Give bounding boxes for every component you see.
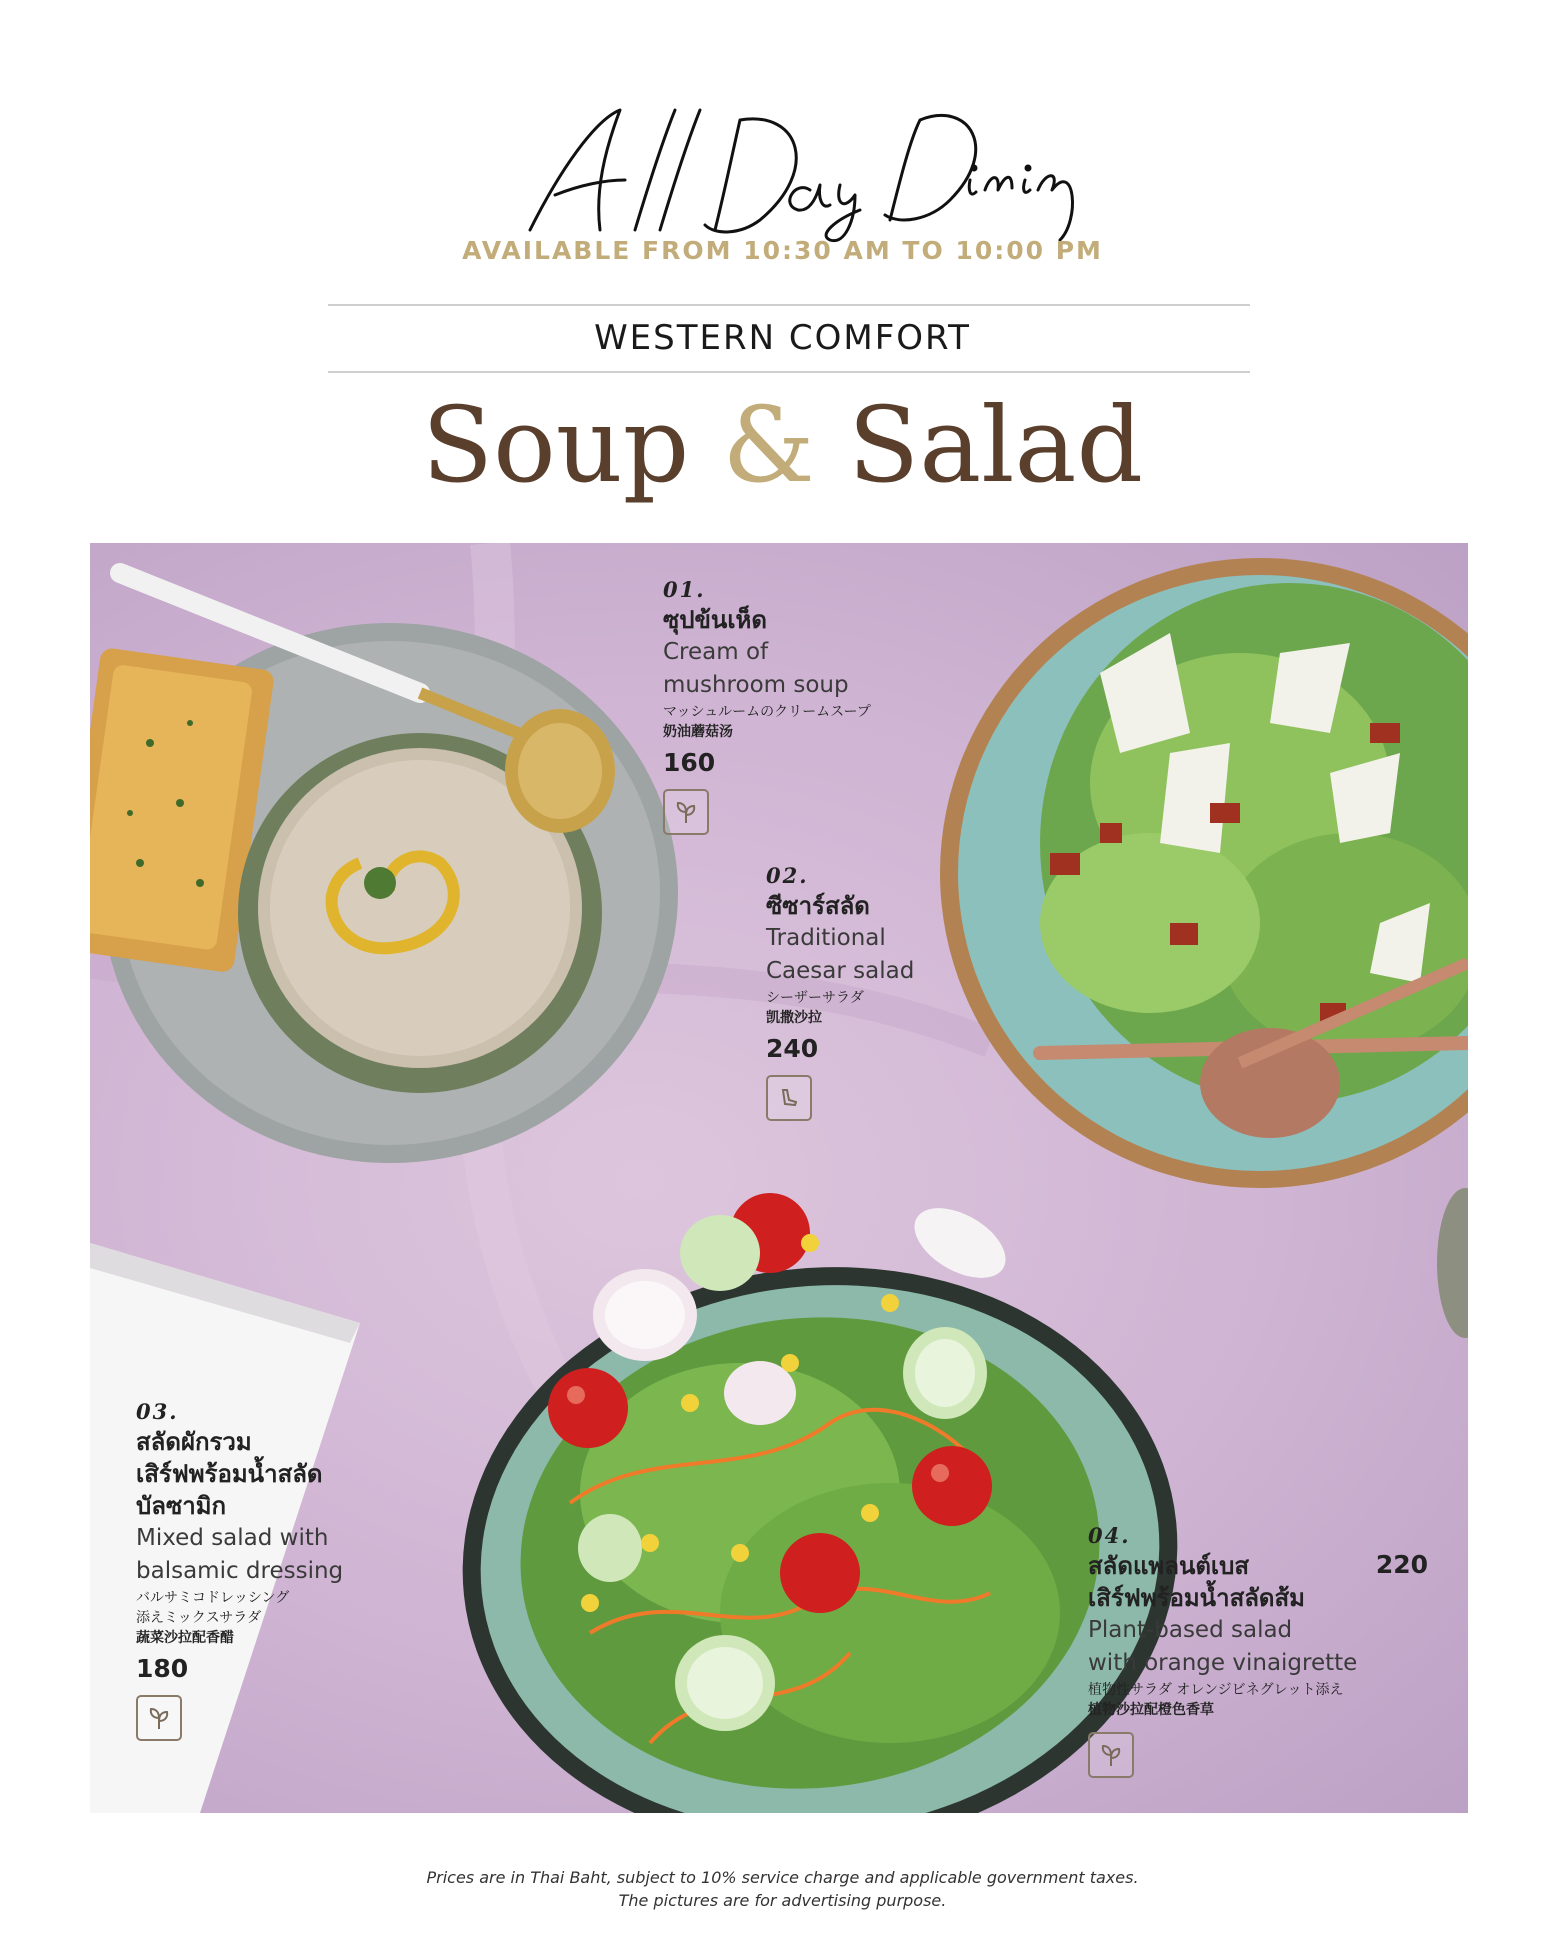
divider-top (328, 304, 1250, 306)
item-english-name-line1: Traditional (766, 925, 886, 951)
leaf-icon (663, 789, 709, 835)
footer-line-pictures: The pictures are for advertising purpose. (618, 1891, 947, 1910)
item-english-name-line2: mushroom soup (663, 672, 849, 698)
title-salad: Salad (848, 384, 1144, 506)
pork-icon (766, 1075, 812, 1121)
item-english-name-line1: Mixed salad with (136, 1525, 329, 1551)
item-japanese-name: シーザーサラダ (766, 990, 864, 1006)
item-english-name-line1: Plant-based salad (1088, 1617, 1293, 1643)
item-thai-name-line1: สลัดแพลนต์เบส (1088, 1552, 1250, 1580)
leaf-icon (136, 1695, 182, 1741)
title-soup: Soup (421, 384, 690, 506)
item-number: 04. (1088, 1523, 1131, 1548)
item-thai-name-line2: เสิร์ฟพร้อมน้ำสลัด (136, 1460, 323, 1488)
menu-item-01[interactable] (663, 577, 923, 835)
item-english-name-line2: with orange vinaigrette (1088, 1650, 1358, 1676)
item-number: 03. (136, 1399, 179, 1424)
leaf-icon (1088, 1732, 1134, 1778)
item-title-row (1088, 1550, 1428, 1614)
menu-item-04[interactable] (1088, 1523, 1428, 1778)
all-day-dining-script (500, 80, 1100, 250)
script-title-logo (500, 80, 1100, 250)
item-japanese-name: 植物性サラダ オレンジビネグレット添え (1088, 1682, 1344, 1698)
footer-disclaimer (0, 1866, 1565, 1912)
item-price: 180 (136, 1654, 189, 1683)
item-thai-name-line3: บัลซามิก (136, 1492, 227, 1520)
item-japanese-name: マッシュルームのクリームスープ (663, 704, 871, 720)
item-number: 02. (766, 863, 809, 888)
divider-bottom (328, 371, 1250, 373)
item-english-name-line2: balsamic dressing (136, 1558, 344, 1584)
item-thai-name-line1: สลัดผักรวม (136, 1428, 252, 1456)
item-english-name-line2: Caesar salad (766, 958, 915, 984)
item-japanese-name-line1: バルサミコドレッシング (136, 1590, 290, 1606)
food-photo (90, 543, 1468, 1813)
item-chinese-name: 凯撒沙拉 (766, 1010, 822, 1026)
page-title (0, 384, 1565, 506)
menu-item-02[interactable] (766, 863, 1026, 1121)
item-chinese-name: 蔬菜沙拉配香醋 (136, 1630, 234, 1646)
item-chinese-name: 植物沙拉配橙色香草 (1088, 1702, 1214, 1718)
title-ampersand: & (722, 384, 815, 506)
item-thai-name: ซุปข้นเห็ด (663, 606, 767, 634)
item-english-name-line1: Cream of (663, 639, 769, 665)
item-price: 220 (1375, 1550, 1428, 1579)
footer-line-prices: Prices are in Thai Baht, subject to 10% service charge and applicable government taxes. (426, 1868, 1139, 1887)
item-japanese-name-line2: 添えミックスサラダ (136, 1610, 262, 1626)
item-thai-name-line2: เสิร์ฟพร้อมน้ำสลัดส้ม (1088, 1584, 1305, 1612)
item-thai-name: ซีซาร์สลัด (766, 892, 870, 920)
item-number: 01. (663, 577, 706, 602)
item-price: 160 (663, 748, 716, 777)
section-subtitle: WESTERN COMFORT (594, 318, 971, 358)
menu-item-03[interactable] (136, 1399, 396, 1741)
item-price: 240 (766, 1034, 819, 1063)
availability-hours: AVAILABLE FROM 10:30 AM TO 10:00 PM (462, 236, 1103, 265)
item-chinese-name: 奶油蘑菇汤 (663, 724, 733, 740)
